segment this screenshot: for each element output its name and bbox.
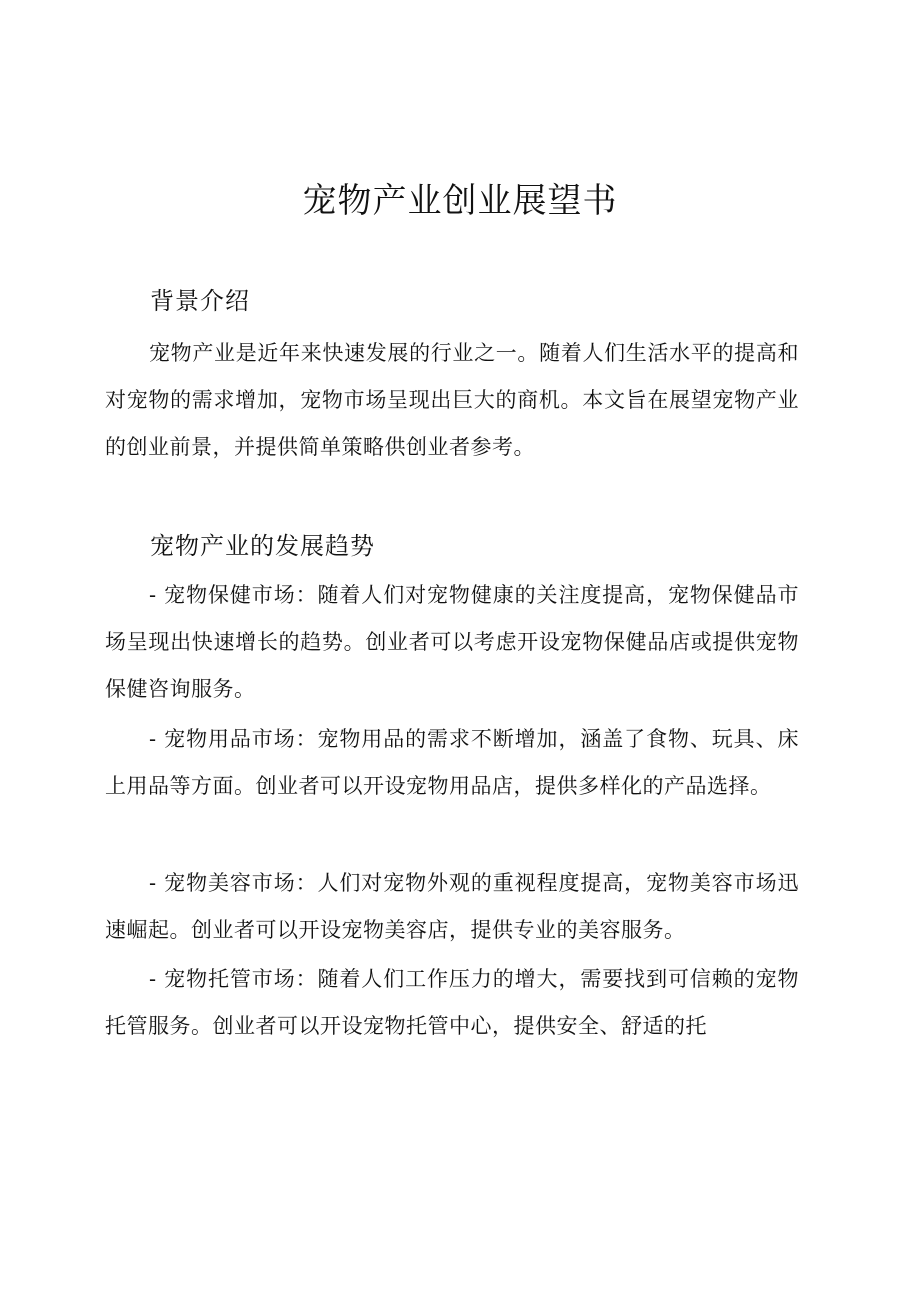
background-paragraph: 宠物产业是近年来快速发展的行业之一。随着人们生活水平的提高和对宠物的需求增加，宠物市场呈现出巨大的商机。本文旨在展望宠物产业的创业前景，并提供简单策略供创业者参考。 <box>105 341 799 459</box>
trend-item-supplies: - 宠物用品市场：宠物用品的需求不断增加，涵盖了食物、玩具、床上用品等方面。创业者可以开设宠物用品店，提供多样化的产品选择。 <box>105 727 799 798</box>
section-heading-background: 背景介绍 <box>150 287 250 315</box>
document-title: 宠物产业创业展望书 <box>302 181 618 221</box>
trend-item-boarding: - 宠物托管市场：随着人们工作压力的增大，需要找到可信赖的宠物托管服务。创业者可以开设宠物托管中心，提供安全、舒适的托 <box>105 967 799 1038</box>
trend-item-grooming: - 宠物美容市场：人们对宠物外观的重视程度提高，宠物美容市场迅速崛起。创业者可以开设宠物美容店，提供专业的美容服务。 <box>105 871 799 942</box>
section-heading-trends: 宠物产业的发展趋势 <box>150 532 375 560</box>
trend-item-health: - 宠物保健市场：随着人们对宠物健康的关注度提高，宠物保健品市场呈现出快速增长的趋势。创业者可以考虑开设宠物保健品店或提供宠物保健咨询服务。 <box>105 583 799 701</box>
